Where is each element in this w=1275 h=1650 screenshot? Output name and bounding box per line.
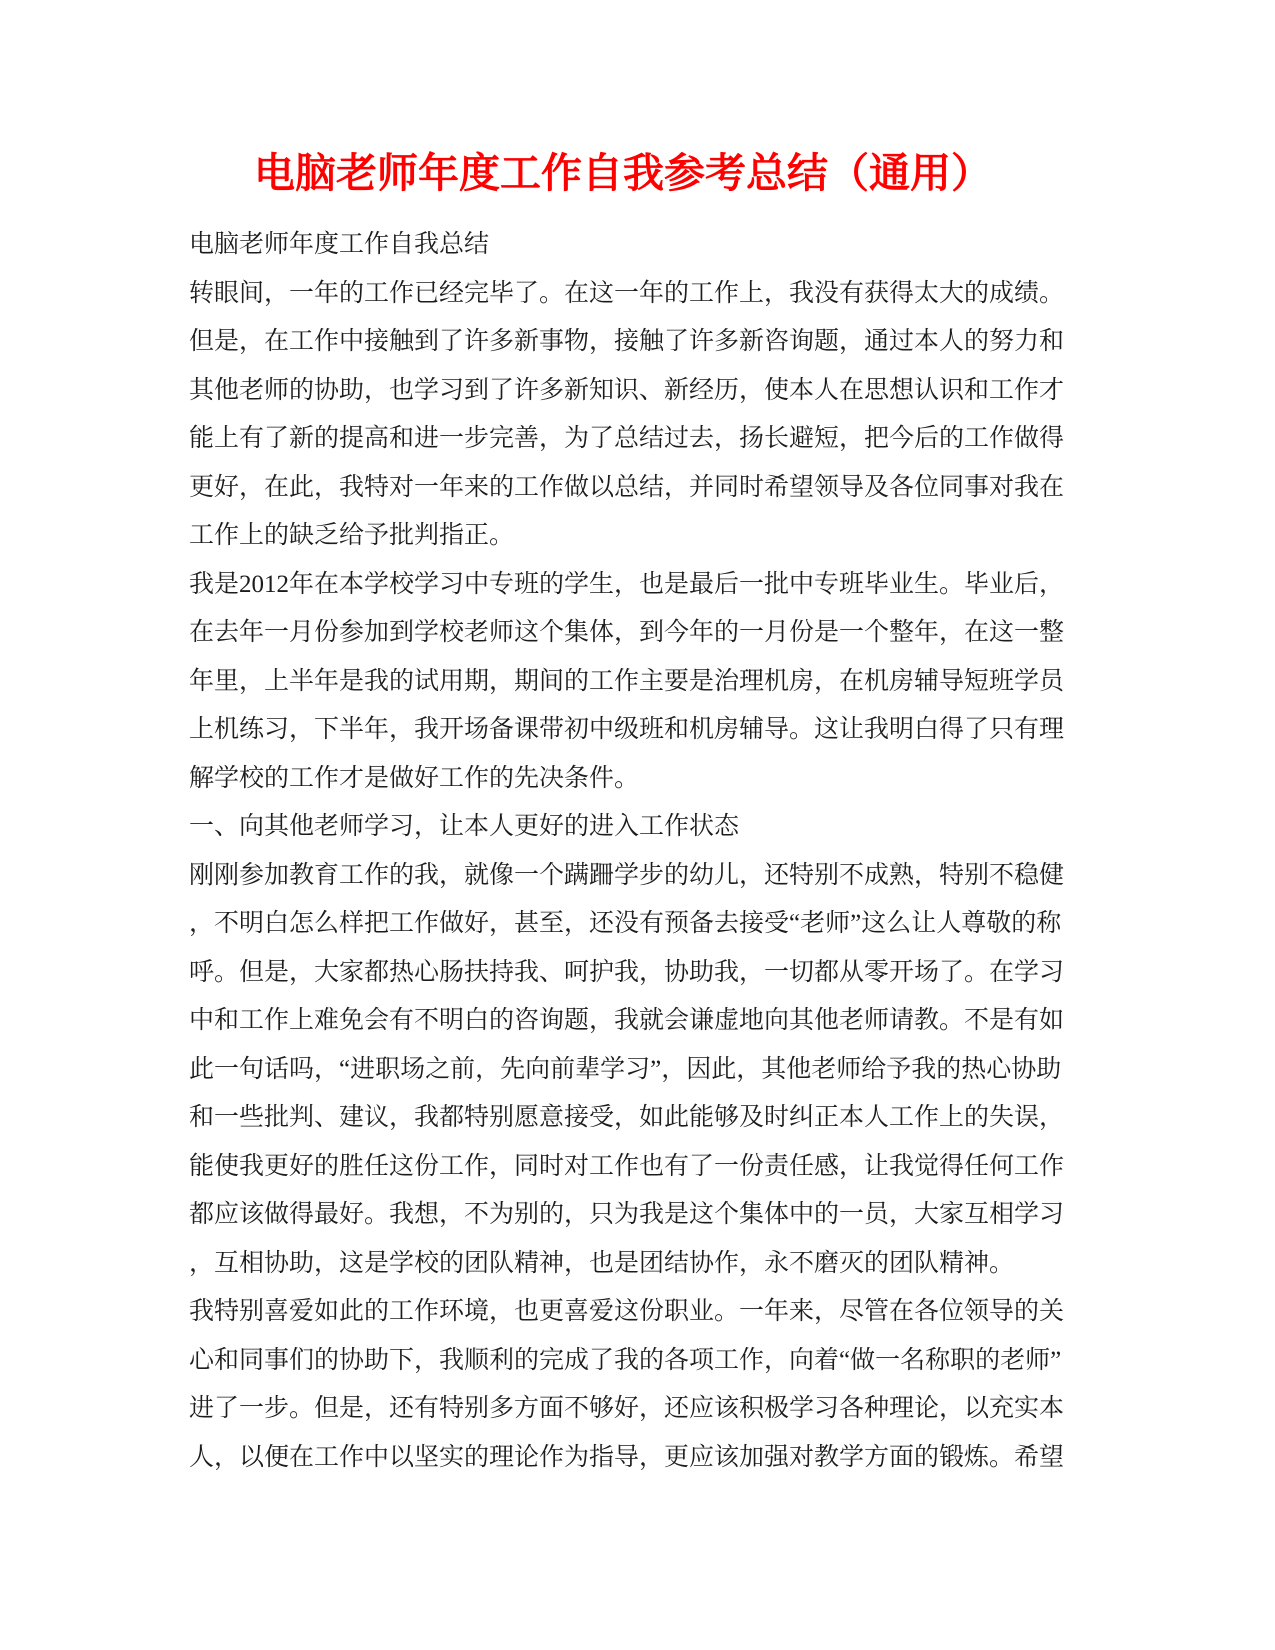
text-line: 电脑老师年度工作自我总结 <box>189 231 490 258</box>
text-line: 工作上的缺乏给予批判指正。 <box>189 522 515 549</box>
text-line: 都应该做得最好。我想，不为别的，只为我是这个集体中的一员，大家互相学习 <box>189 1201 1065 1228</box>
text-line: 其他老师的协助，也学习到了许多新知识、新经历，使本人在思想认识和工作才 <box>189 376 1065 404</box>
text-line: 在去年一月份参加到学校老师这个集体，到今年的一月份是一个整年，在这一整 <box>189 619 1065 646</box>
text-line: 心和同事们的协助下，我顺利的完成了我的各项工作，向着“做一名称职的老师” <box>189 1346 1062 1374</box>
text-line: 中和工作上难免会有不明白的咨询题，我就会谦虚地向其他老师请教。不是有如 <box>189 1007 1065 1034</box>
text-line: 一、向其他老师学习，让本人更好的进入工作状态 <box>189 813 740 840</box>
text-line: 能上有了新的提高和进一步完善，为了总结过去，扬长避短，把今后的工作做得 <box>189 425 1065 452</box>
text-line: ，互相协助，这是学校的团队精神，也是团结协作，永不磨灭的团队精神。 <box>189 1249 1015 1277</box>
text-line: 转眼间，一年的工作已经完毕了。在这一年的工作上，我没有获得太大的成绩。 <box>189 279 1065 307</box>
text-line: 此一句话吗，“进职场之前，先向前辈学习”，因此，其他老师给予我的热心协助 <box>189 1055 1062 1083</box>
text-line: 呼。但是，大家都热心肠扶持我、呵护我，协助我，一切都从零开场了。在学习 <box>189 958 1065 986</box>
text-line: 刚刚参加教育工作的我，就像一个蹒跚学步的幼儿，还特别不成熟，特别不稳健 <box>189 861 1065 889</box>
document-title: 电脑老师年度工作自我参考总结（通用） <box>254 150 992 196</box>
text-line: 年里，上半年是我的试用期，期间的工作主要是治理机房，在机房辅导短班学员 <box>189 667 1065 695</box>
text-line: ，不明白怎么样把工作做好，甚至，还没有预备去接受“老师”这么让人尊敬的称 <box>189 910 1062 937</box>
text-line: 我特别喜爱如此的工作环境，也更喜爱这份职业。一年来，尽管在各位领导的关 <box>189 1298 1065 1325</box>
text-line: 能使我更好的胜任这份工作，同时对工作也有了一份责任感，让我觉得任何工作 <box>189 1152 1065 1180</box>
text-line: 和一些批判、建议，我都特别愿意接受，如此能够及时纠正本人工作上的失误， <box>189 1104 1065 1131</box>
text-line: 更好，在此，我特对一年来的工作做以总结，并同时希望领导及各位同事对我在 <box>189 473 1065 501</box>
document-body <box>189 221 1069 1482</box>
text-line: 进了一步。但是，还有特别多方面不够好，还应该积极学习各种理论，以充实本 <box>189 1395 1065 1422</box>
text-line: 但是，在工作中接触到了许多新事物，接触了许多新咨询题，通过本人的努力和 <box>189 328 1065 355</box>
text-line: 解学校的工作才是做好工作的先决条件。 <box>189 764 640 792</box>
text-line: 上机练习，下半年，我开场备课带初中级班和机房辅导。这让我明白得了只有理 <box>189 716 1065 743</box>
text-line: 人，以便在工作中以坚实的理论作为指导，更应该加强对教学方面的锻炼。希望 <box>189 1443 1065 1471</box>
text-line: 我是2012年在本学校学习中专班的学生，也是最后一批中专班毕业生。毕业后， <box>189 570 1065 598</box>
